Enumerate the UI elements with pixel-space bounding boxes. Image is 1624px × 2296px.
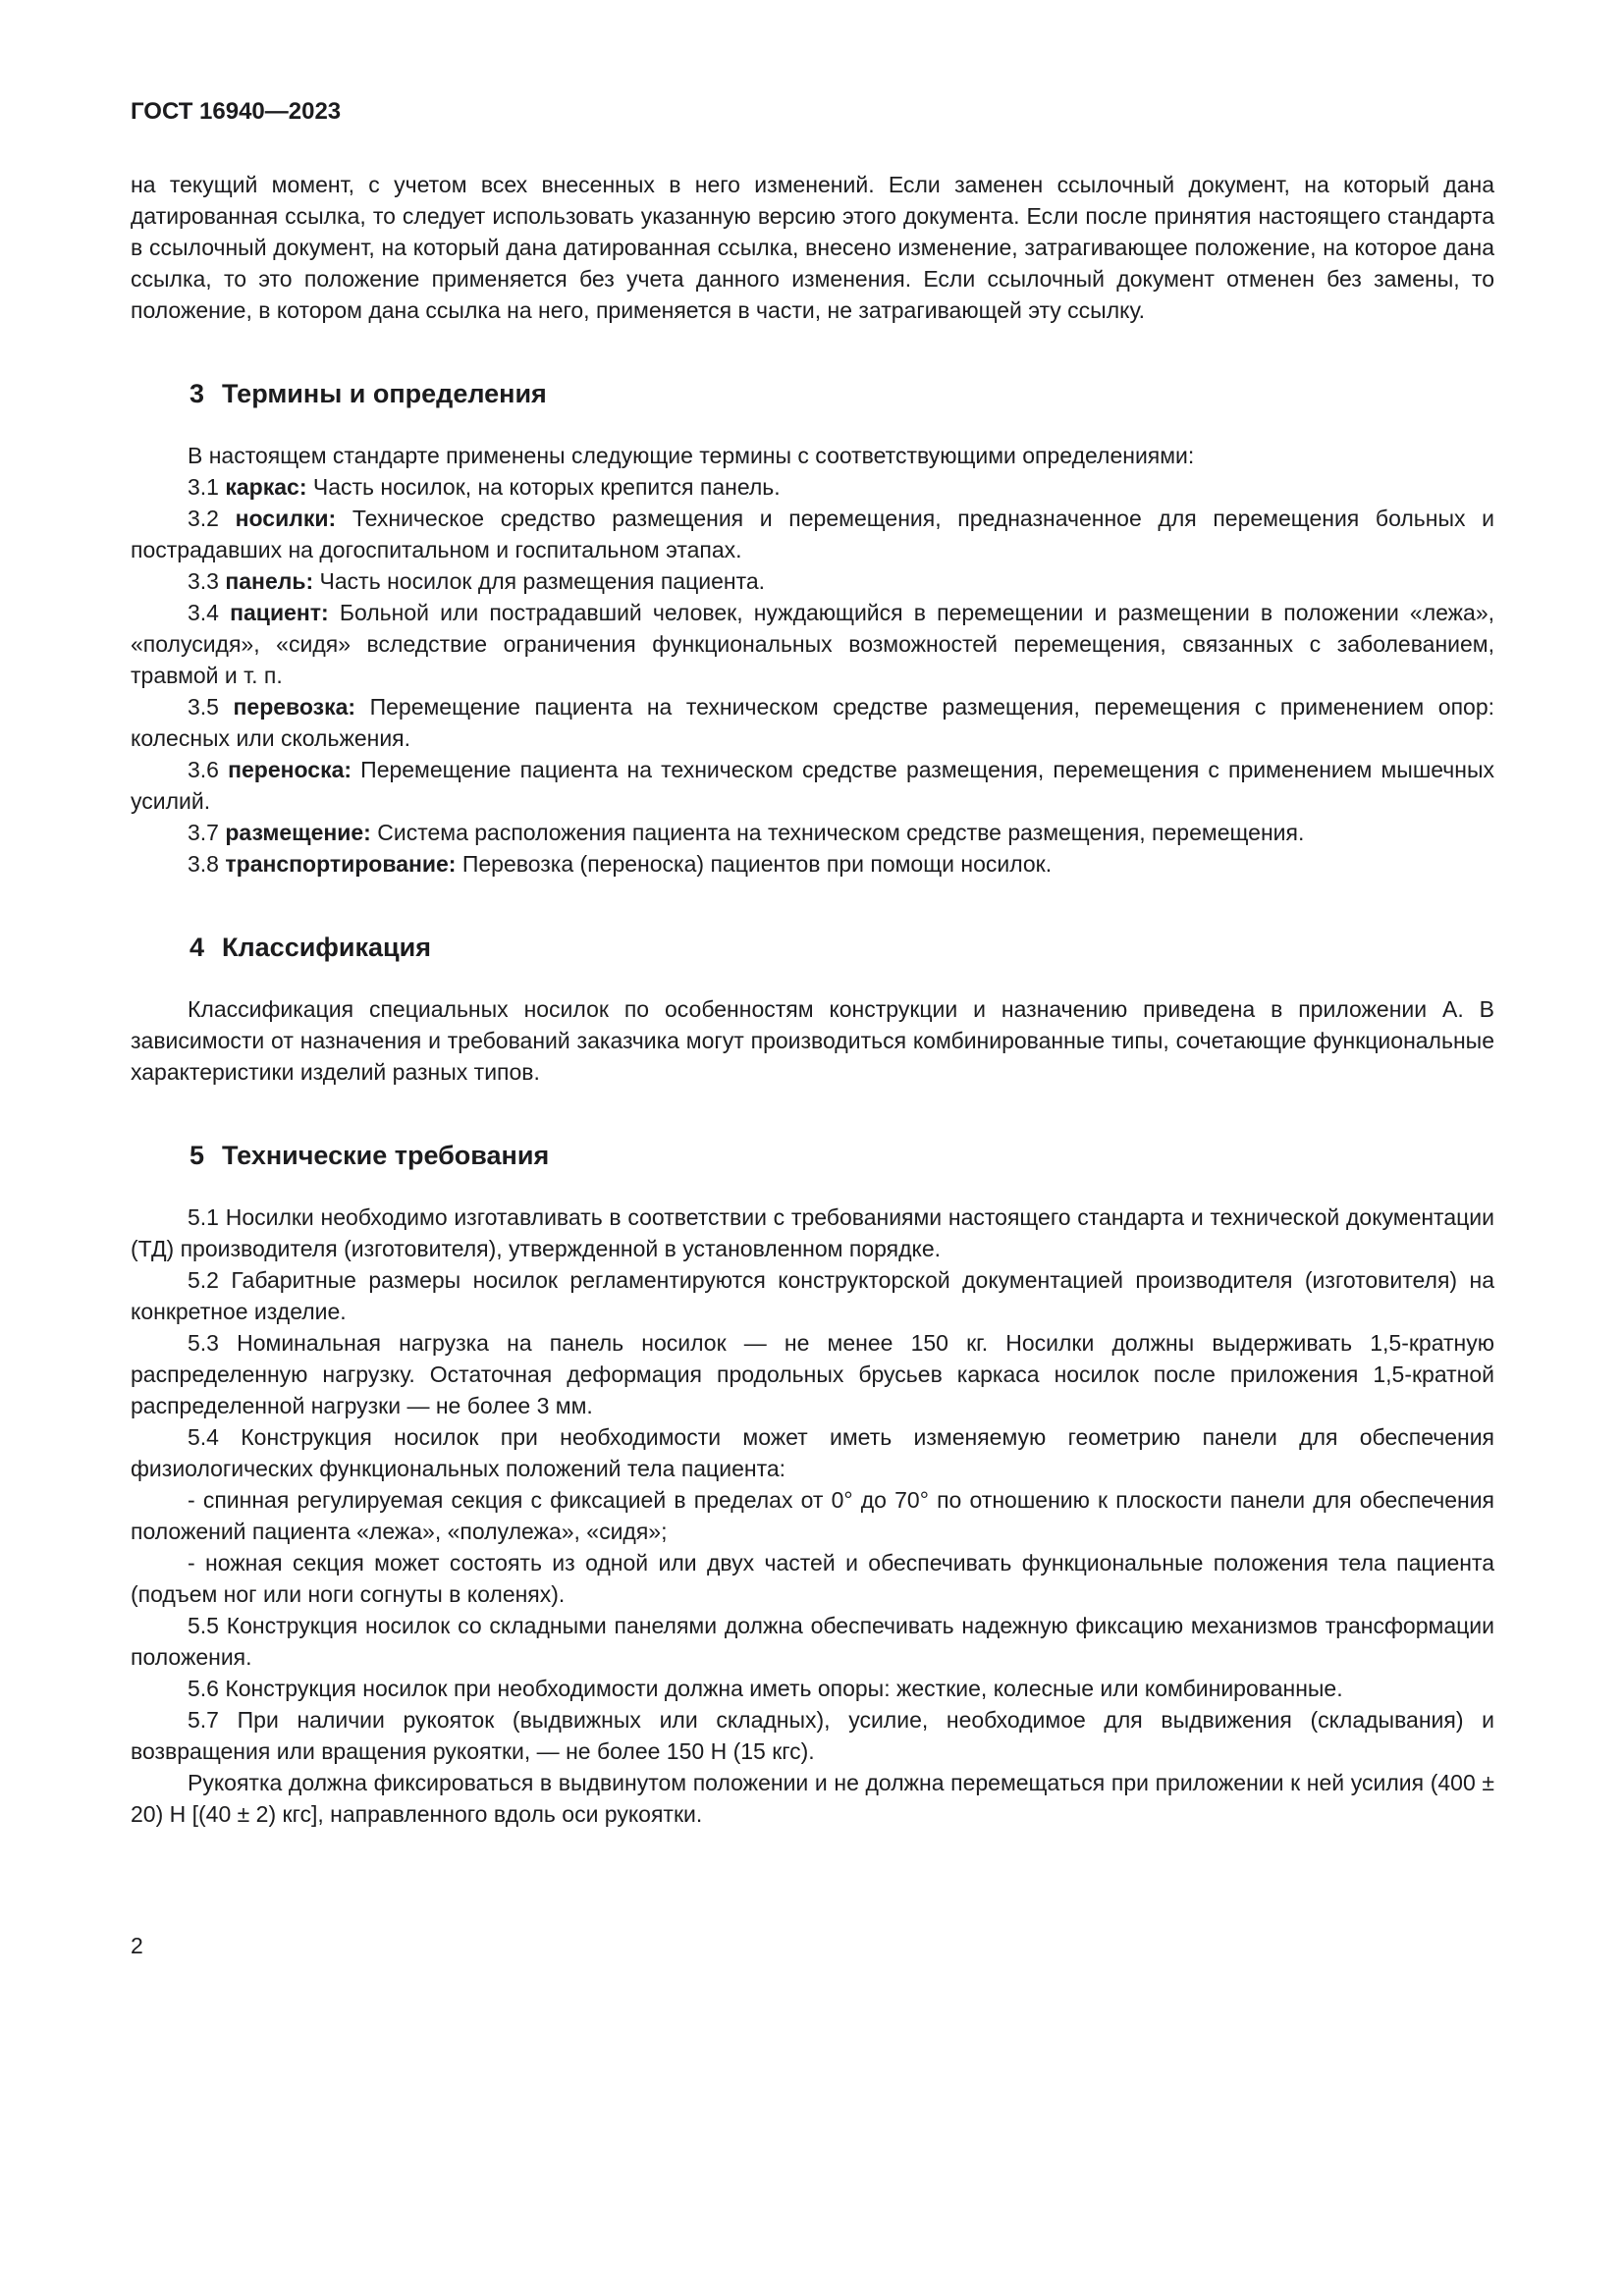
term-number: 3.8 [188, 851, 219, 877]
term-name: транспортирование: [225, 851, 457, 877]
term-definition: Часть носилок для размещения пациента. [319, 568, 766, 594]
term-number: 3.2 [188, 506, 219, 531]
clause-5-2: 5.2 Габаритные размеры носилок регламентируются конструкторской документацией производителя (изготовителя) на конкретное изделие. [131, 1267, 1494, 1324]
term-item-3-3 [131, 565, 1494, 597]
section-5-heading [189, 1139, 1494, 1172]
term-definition: Перемещение пациента на техническом средстве размещения, перемещения с применением опор: колесных или скольжения. [131, 694, 1495, 751]
clause-5-3: 5.3 Номинальная нагрузка на панель носилок — не менее 150 кг. Носилки должны выдерживать 1,5-кратную распределенную нагрузку. Остаточная деформация продольных брусьев каркаса носилок после приложения 1,5-кратной распределенной нагрузки — не более 3 мм. [131, 1330, 1494, 1418]
term-name: панель: [225, 568, 314, 594]
section-3-title: Термины и определения [222, 379, 547, 408]
clause-5-1: 5.1 Носилки необходимо изготавливать в соответствии с требованиями настоящего стандарта и технической документации (ТД) производителя (изготовителя), утвержденной в установленном порядке. [131, 1204, 1494, 1261]
clause-5-4-item-leg: - ножная секция может состоять из одной или двух частей и обеспечивать функциональные положения тела пациента (подъем ног или ноги согнуты в коленях). [131, 1550, 1494, 1607]
term-definition: Перевозка (переноска) пациентов при помощи носилок. [461, 851, 1053, 877]
term-number: 3.7 [188, 820, 219, 845]
clause-5-7: 5.7 При наличии рукояток (выдвижных или складных), усилие, необходимое для выдвижения (складывания) и возвращения или вращения рукоятки, — не более 150 Н (15 кгс). [131, 1707, 1494, 1764]
term-name: перевозка: [233, 694, 356, 720]
term-definition: Техническое средство размещения и перемещения, предназначенное для перемещения больных и пострадавших на догоспитальном и госпитальном этапах. [131, 506, 1495, 562]
section-4-heading [189, 931, 1494, 964]
clause-5-5: 5.5 Конструкция носилок со складными панелями должна обеспечивать надежную фиксацию механизмов трансформации положения. [131, 1613, 1494, 1670]
term-definition: Перемещение пациента на техническом средстве размещения, перемещения с применением мышечных усилий. [131, 757, 1495, 814]
section-3-number: 3 [189, 379, 205, 408]
section-3-lead: В настоящем стандарте применены следующие термины с соответствующими определениями: [188, 443, 1195, 468]
section-5-title: Технические требования [222, 1141, 550, 1170]
clause-5-7-continuation: Рукоятка должна фиксироваться в выдвинутом положении и не должна перемещаться при приложении к ней усилия (400 ± 20) Н [(40 ± 2) кгс], направленного вдоль оси рукоятки. [131, 1770, 1494, 1827]
section-3-heading [189, 377, 1494, 410]
term-number: 3.3 [188, 568, 219, 594]
term-item-3-2 [131, 503, 1494, 565]
term-item-3-8 [131, 848, 1494, 880]
term-item-3-5 [131, 691, 1494, 754]
document-header: ГОСТ 16940—2023 [131, 98, 342, 125]
term-definition: Часть носилок, на которых крепится панель. [312, 474, 781, 500]
term-number: 3.1 [188, 474, 219, 500]
clause-5-4-item-spine: - спинная регулируемая секция с фиксацией в пределах от 0° до 70° по отношению к плоскости панели для обеспечения положений пациента «лежа», «полулежа», «сидя»; [131, 1487, 1494, 1544]
section-4-body: Классификация специальных носилок по особенностям конструкции и назначению приведена в приложении А. В зависимости от назначения и требований заказчика могут производиться комбинированные типы, сочетающие функциональные характеристики изделий разных типов. [131, 996, 1494, 1085]
term-name: носилки: [235, 506, 337, 531]
term-item-3-4 [131, 597, 1494, 691]
term-item-3-7 [131, 817, 1494, 848]
clause-5-4: 5.4 Конструкция носилок при необходимости может иметь изменяемую геометрию панели для обеспечения физиологических функциональных положений тела пациента: [131, 1424, 1494, 1481]
term-number: 3.5 [188, 694, 219, 720]
section-5-number: 5 [189, 1141, 205, 1170]
term-item-3-6 [131, 754, 1494, 817]
term-name: пациент: [230, 600, 329, 625]
intro-paragraph: на текущий момент, с учетом всех внесенных в него изменений. Если заменен ссылочный документ, на который дана датированная ссылка, то следует использовать указанную версию этого документа. Если после принятия настоящего стандарта в ссылочный документ, на который дана датированная ссылка, внесено изменение, затрагивающее положение, на которое дана ссылка, то это положение применяется без учета данного изменения. Если ссылочный документ отменен без замены, то положение, в котором дана ссылка на него, применяется в части, не затрагивающей эту ссылку. [131, 172, 1494, 323]
term-number: 3.6 [188, 757, 219, 782]
term-name: размещение: [225, 820, 371, 845]
section-4-title: Классификация [222, 933, 432, 962]
term-name: каркас: [225, 474, 307, 500]
term-definition: Больной или пострадавший человек, нуждающийся в перемещении и размещении в положении «лежа», «полусидя», «сидя» вследствие ограничения функциональных возможностей перемещения, связанных с заболеванием, травмой и т. п. [131, 600, 1495, 688]
page-number: 2 [131, 1933, 143, 1958]
term-number: 3.4 [188, 600, 219, 625]
term-definition: Система расположения пациента на техническом средстве размещения, перемещения. [377, 820, 1305, 845]
clause-5-6: 5.6 Конструкция носилок при необходимости должна иметь опоры: жесткие, колесные или комбинированные. [188, 1676, 1343, 1701]
section-4-number: 4 [189, 933, 205, 962]
term-name: переноска: [228, 757, 352, 782]
term-item-3-1 [131, 471, 1494, 503]
